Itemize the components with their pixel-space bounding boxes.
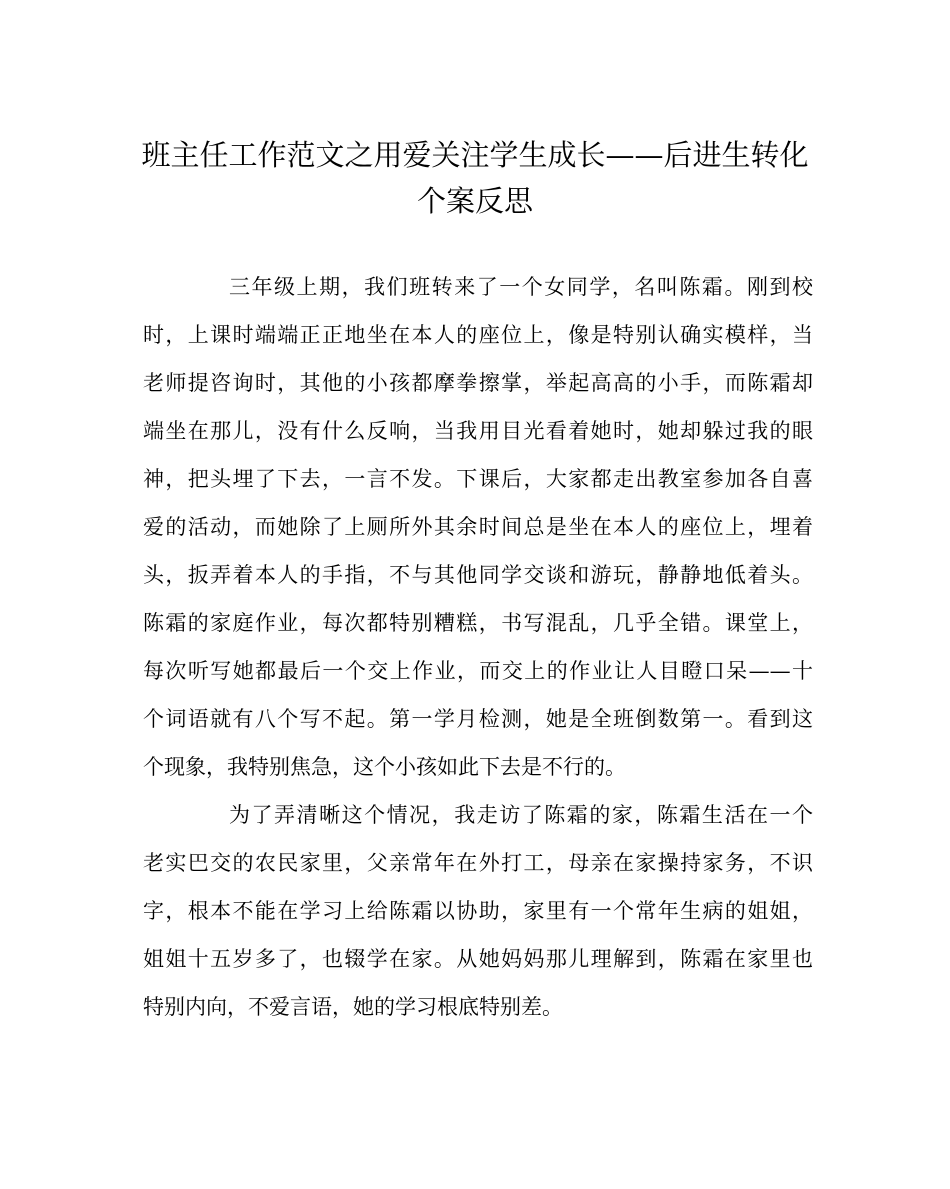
text-line: 字，根本不能在学习上给陈霜以协助，家里有一个常年生病的姐姐， bbox=[143, 899, 813, 923]
document-body bbox=[143, 263, 813, 1031]
text-line: 特别内向，不爱言语，她的学习根底特别差。 bbox=[143, 995, 563, 1019]
text-line: 神，把头埋了下去，一言不发。下课后，大家都走出教室参加各自喜 bbox=[143, 467, 813, 491]
text-line: 个现象，我特别焦急，这个小孩如此下去是不行的。 bbox=[143, 755, 626, 779]
text-line: 个词语就有八个写不起。第一学月检测，她是全班倒数第一。看到这 bbox=[143, 707, 813, 731]
paragraph-1 bbox=[143, 263, 813, 791]
document-title bbox=[130, 132, 820, 224]
text-line: 头，扳弄着本人的手指，不与其他同学交谈和游玩，静静地低着头。 bbox=[143, 563, 813, 587]
text-line: 端坐在那儿，没有什么反响，当我用目光看着她时，她却躲过我的眼 bbox=[143, 419, 813, 443]
text-line: 为了弄清晰这个情况，我走访了陈霜的家，陈霜生活在一个 bbox=[229, 803, 813, 827]
text-line: 老师提咨询时，其他的小孩都摩拳擦掌，举起高高的小手，而陈霜却 bbox=[143, 371, 813, 395]
text-line: 老实巴交的农民家里，父亲常年在外打工，母亲在家操持家务，不识 bbox=[143, 851, 813, 875]
text-line: 陈霜的家庭作业，每次都特别糟糕，书写混乱，几乎全错。课堂上， bbox=[143, 611, 813, 635]
title-line-1: 班主任工作范文之用爱关注学生成长——后进生转化 bbox=[141, 138, 809, 172]
text-line: 三年级上期，我们班转来了一个女同学，名叫陈霜。刚到校 bbox=[229, 275, 813, 299]
text-line: 姐姐十五岁多了，也辍学在家。从她妈妈那儿理解到，陈霜在家里也 bbox=[143, 947, 813, 971]
text-line: 每次听写她都最后一个交上作业，而交上的作业让人目瞪口呆——十 bbox=[143, 659, 813, 683]
text-line: 时，上课时端端正正地坐在本人的座位上，像是特别认确实模样，当 bbox=[143, 323, 813, 347]
text-line: 爱的活动，而她除了上厕所外其余时间总是坐在本人的座位上，埋着 bbox=[143, 515, 813, 539]
title-line-2: 个案反思 bbox=[416, 184, 533, 218]
paragraph-2 bbox=[143, 791, 813, 1031]
